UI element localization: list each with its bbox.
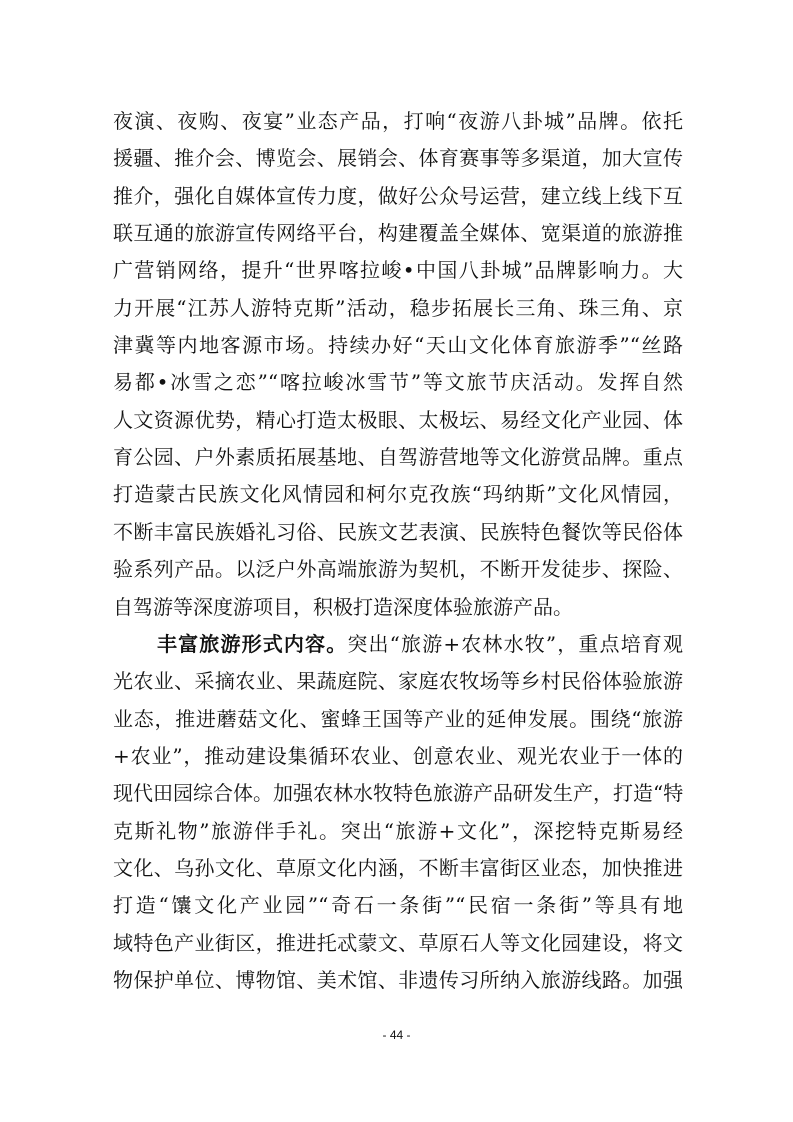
- paragraph-2-heading: 丰富旅游形式内容。: [157, 632, 348, 656]
- paragraph-2-line-9: 域特色产业街区，推进托忒蒙文、草原石人等文化园建设，将文: [113, 931, 683, 955]
- paragraph-2-line-1-text: 突出“旅游+农林水牧”，重点培育观: [347, 632, 684, 656]
- paragraph-2-line-3: 业态，推进蘑菇文化、蜜蜂王国等产业的延伸发展。围绕“旅游: [113, 707, 683, 731]
- paragraph-2-line-7: 文化、乌孙文化、草原文化内涵，不断丰富街区业态，加快推进: [113, 856, 683, 880]
- paragraph-1-line-7: 津冀等内地客源市场。持续办好“天山文化体育旅游季”“丝路: [113, 333, 683, 357]
- page-number: - 44 -: [382, 1028, 411, 1042]
- paragraph-1-line-6: 力开展“江苏人游特克斯”活动，稳步拓展长三角、珠三角、京: [113, 296, 683, 320]
- paragraph-2-line-2: 光农业、采摘农业、果蔬庭院、家庭农牧场等乡村民俗体验旅游: [113, 669, 683, 693]
- paragraph-1-line-10: 育公园、户外素质拓展基地、自驾游营地等文化游赏品牌。重点: [113, 445, 683, 469]
- paragraph-2-line-10: 物保护单位、博物馆、美术馆、非遗传习所纳入旅游线路。加强: [113, 968, 683, 992]
- paragraph-1-line-14: 自驾游等深度游项目，积极打造深度体验旅游产品。: [113, 595, 573, 619]
- paragraph-2-line-4: +农业”，推动建设集循环农业、创意农业、观光农业于一体的: [113, 744, 683, 768]
- paragraph-1-line-11: 打造蒙古民族文化风情园和柯尔克孜族“玛纳斯”文化风情园，: [113, 482, 683, 506]
- paragraph-1-line-4: 联互通的旅游宣传网络平台，构建覆盖全媒体、宽渠道的旅游推: [113, 221, 683, 245]
- paragraph-1-line-3: 推介，强化自媒体宣传力度，做好公众号运营，建立线上线下互: [113, 184, 683, 208]
- paragraph-2-line-6: 克斯礼物”旅游伴手礼。突出“旅游+文化”，深挖特克斯易经: [113, 819, 683, 843]
- paragraph-2-line-8: 打造“馕文化产业园”“奇石一条街”“民宿一条街”等具有地: [113, 893, 683, 917]
- paragraph-1-line-1: 夜演、夜购、夜宴”业态产品，打响“夜游八卦城”品牌。依托: [113, 109, 683, 133]
- paragraph-1-line-5: 广营销网络，提升“世界喀拉峻•中国八卦城”品牌影响力。大: [113, 258, 683, 282]
- paragraph-2-line-1: [157, 626, 683, 663]
- paragraph-1-line-2: 援疆、推介会、博览会、展销会、体育赛事等多渠道，加大宣传: [113, 146, 683, 170]
- paragraph-1-line-12: 不断丰富民族婚礼习俗、民族文艺表演、民族特色餐饮等民俗体: [113, 520, 683, 544]
- paragraph-2-line-5: 现代田园综合体。加强农林水牧特色旅游产品研发生产，打造“特: [113, 781, 684, 805]
- paragraph-1-line-9: 人文资源优势，精心打造太极眼、太极坛、易经文化产业园、体: [113, 408, 683, 432]
- paragraph-1-line-8: 易都•冰雪之恋”“喀拉峻冰雪节”等文旅节庆活动。发挥自然: [113, 370, 683, 394]
- paragraph-1-line-13: 验系列产品。以泛户外高端旅游为契机，不断开发徒步、探险、: [113, 557, 683, 581]
